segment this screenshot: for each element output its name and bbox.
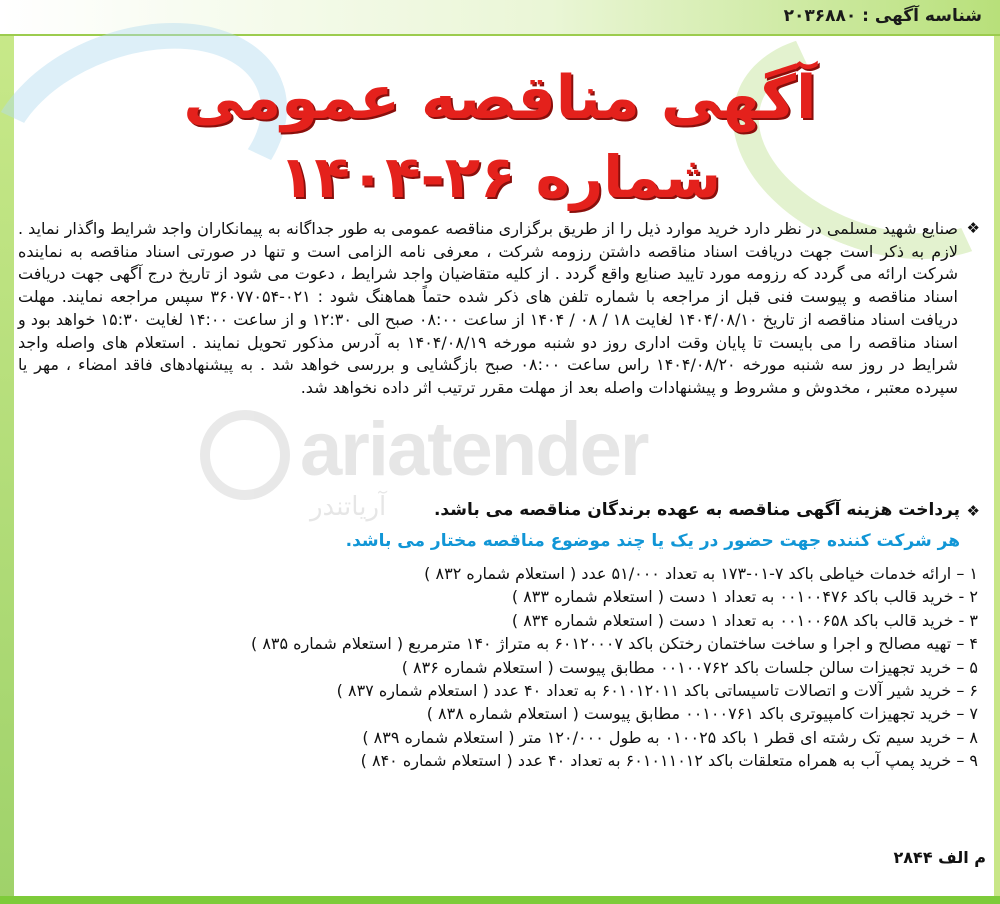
ad-id: شناسه آگهی : ۲۰۳۶۸۸۰	[783, 6, 982, 26]
list-item: ۱ – ارائه خدمات خیاطی باکد ۷-۰۱-۱۷۳ به تعداد ۵۱/۰۰۰ عدد ( استعلام شماره ۸۳۲ )	[424, 564, 978, 583]
list-item: ۳ - خرید قالب باکد ۰۰۱۰۰۶۵۸ به تعداد ۱ دست ( استعلام شماره ۸۳۴ )	[511, 610, 978, 630]
participation-note: هر شرکت کننده جهت حضور در یک یا چند موضوع مناقصه مختار می باشد.	[345, 531, 960, 551]
list-item: ۴ – تهیه مصالح و اجرا و ساخت ساختمان رختکن باکد ۶۰۱۲۰۰۰۷ به متراژ ۱۴۰ مترمربع ( استعلام شماره ۸۳۵ )	[250, 634, 978, 654]
bullet-diamond-icon: ❖	[966, 502, 980, 520]
cost-note: پرداخت هزینه آگهی مناقصه به عهده برندگان مناقصه می باشد.	[433, 500, 960, 520]
list-item: ۸ – خرید سیم تک رشته ای قطر ۱ باکد ۰۱۰۰۲۵ به طول ۱۲۰/۰۰۰ متر ( استعلام شماره ۸۳۹ )	[362, 727, 978, 747]
watermark-logo-icon	[200, 410, 290, 500]
tender-number: شماره ۲۶-۱۴۰۴	[278, 143, 722, 211]
bottom-green-bar	[0, 896, 1000, 904]
list-item: ۵ – خرید تجهیزات سالن جلسات باکد ۰۰۱۰۰۷۶۲ مطابق پیوست ( استعلام شماره ۸۳۶ )	[401, 657, 978, 677]
tender-items-list	[18, 562, 978, 773]
ad-title: آگهی مناقصه عمومی	[183, 63, 817, 133]
watermark-sub: آریاتندر	[310, 492, 387, 522]
intro-paragraph: صنایع شهید مسلمی در نظر دارد خرید موارد ذیل را از طریق برگزاری مناقصه عمومی به طور جداگانه به پیمانکاران واجد شرایط واگذار نماید . لازم به ذکر است جهت دریافت اسناد مناقصه داشتن رزومه شرکت ، معرفی نامه الزامی است و تنها در صورتی اسناد مناقصه به نماینده شرکت ارائه می گردد که رزومه مورد تایید صنایع واقع گردد . از کلیه متقاضیان واجد شرایط ، دعوت می شود از تاریخ درج آگهی جهت دریافت اسناد مناقصه و پیوست فنی قبل از مراجعه با شماره تلفن های ذکر شده حتماً هماهنگ شود : ۰۲۱-۳۶۰۷۷۰۵۴ سپس مراجعه نمایند. مهلت دریافت اسناد مناقصه از تاریخ ۱۴۰۴/۰۸/۱۰ لغایت ۱۸ / ۰۸ / ۱۴۰۴ از ساعت ۰۸:۰۰ صبح الی ۱۲:۳۰ و از ساعت ۱۴:۰۰ لغایت ۱۵:۳۰ خواهد بود و اسناد مناقصه را می بایست تا پایان وقت اداری روز دو شنبه مورخه ۱۴۰۴/۰۸/۱۹ به آدرس مذکور تحویل نمایند . استعلام های واصله واجد شرایط در روز سه شنبه مورخه ۱۴۰۴/۰۸/۲۰ راس ساعت ۰۸:۰۰ صبح بازگشایی و بررسی خواهد شد . به پیشنهادهای فاقد امضاء ، مهر یا سپرده معتبر ، مخدوش و مشروط و پیشنهادات واصله بعد از مهلت مقرر ترتیب اثر داده نخواهد شد.	[18, 219, 959, 397]
bullet-diamond-icon: ❖	[966, 219, 980, 237]
list-item: ۹ – خرید پمپ آب به همراه متعلقات باکد ۶۰۱۰۱۱۰۱۲ به تعداد ۴۰ عدد ( استعلام شماره ۸۴۰ )	[360, 751, 978, 771]
list-item: ۶ – خرید شیر آلات و اتصالات تاسیساتی باکد ۶۰۱۰۱۲۰۱۱ به تعداد ۴۰ عدد ( استعلام شماره ۸۳۷ )	[336, 680, 978, 700]
reference-code: م الف ۲۸۴۴	[893, 848, 986, 867]
watermark-brand: ariatender	[300, 407, 648, 492]
list-item: ۲ - خرید قالب باکد ۰۰۱۰۰۴۷۶ به تعداد ۱ دست ( استعلام شماره ۸۳۳ )	[511, 587, 978, 607]
list-item: ۷ – خرید تجهیزات کامپیوتری باکد ۰۰۱۰۰۷۶۱ مطابق پیوست ( استعلام شماره ۸۳۸ )	[426, 704, 978, 724]
